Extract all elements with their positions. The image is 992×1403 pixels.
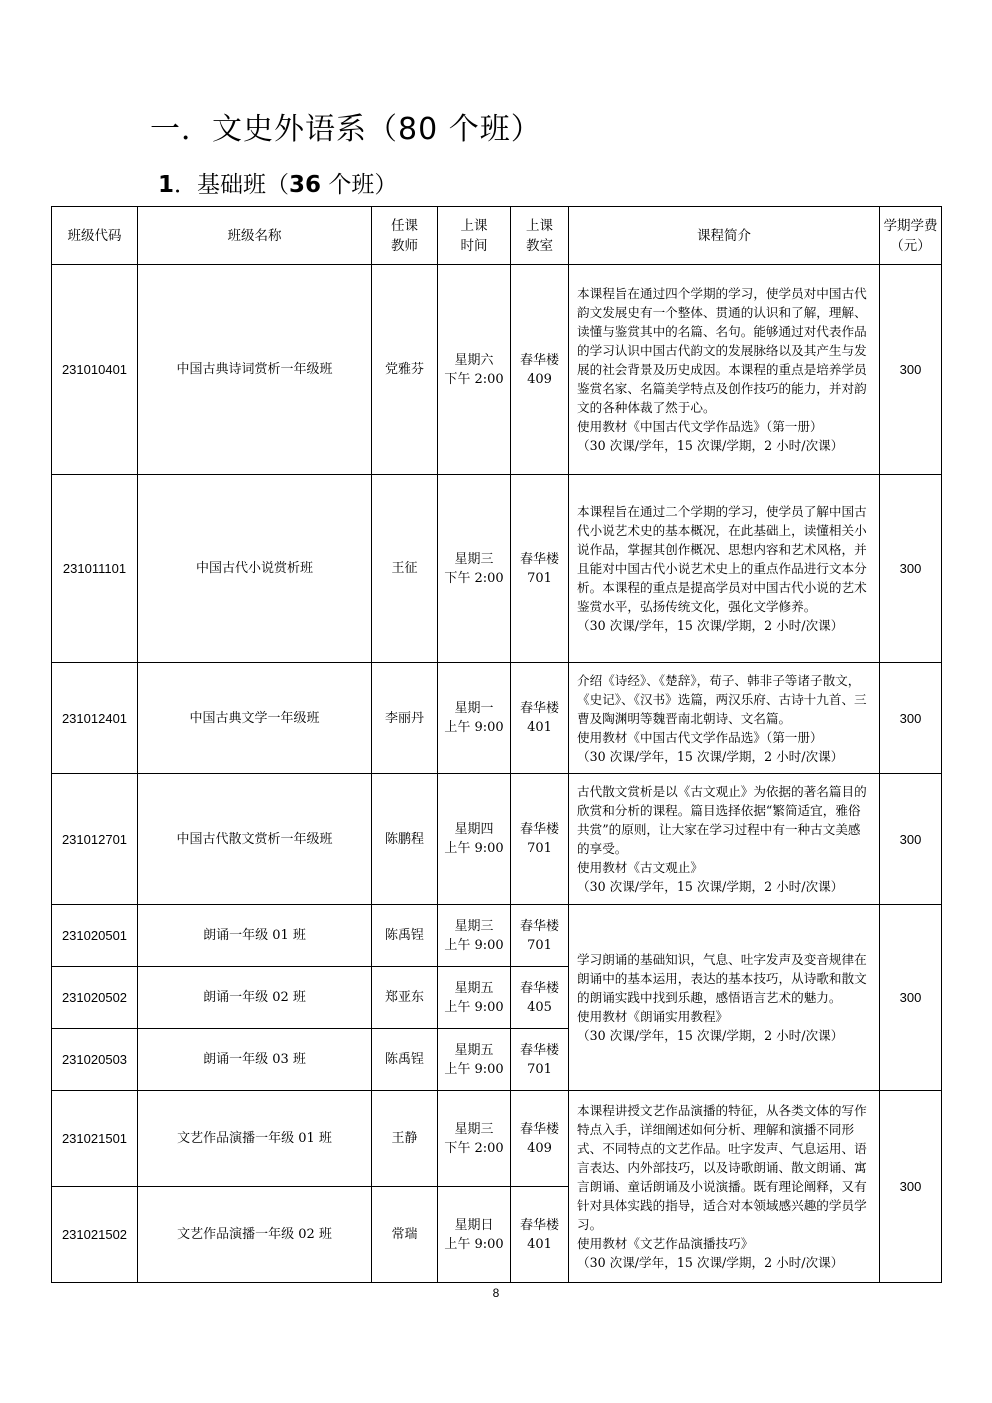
description-paragraph: （30 次课/学年，15 次课/学期，2 小时/次课） — [577, 879, 844, 894]
table-row — [52, 265, 942, 475]
class-time-text: 星期三 — [454, 918, 494, 934]
class-time-text: 上午 9:00 — [444, 999, 504, 1015]
class-code-text: 231012401 — [61, 710, 128, 726]
fee — [880, 475, 942, 663]
column-header-text: 教师 — [391, 237, 418, 254]
class-name-text: 文艺作品演播一年级 01 班 — [177, 1131, 332, 1146]
classroom-text: 401 — [527, 720, 552, 735]
class-code — [52, 1029, 138, 1091]
class-time-text: 星期日 — [454, 1217, 494, 1233]
course-description — [569, 774, 880, 905]
class-time — [438, 265, 511, 475]
description-paragraph: （30 次课/学年，15 次课/学期，2 小时/次课） — [577, 1255, 844, 1270]
class-time — [438, 905, 511, 967]
course-description — [569, 1091, 880, 1283]
column-header-text: 时间 — [460, 237, 488, 254]
classroom-text: 春华楼 — [519, 701, 559, 716]
teacher-text: 郑亚东 — [384, 990, 424, 1005]
class-name-text: 朗诵一年级 01 班 — [203, 928, 306, 943]
teacher — [372, 663, 438, 774]
description-paragraph: 本课程旨在通过二个学期的学习，使学员了解中国古代小说艺术史的基本概况，在此基础上，读懂相关小说作品，掌握其创作概况、思想内容和艺术风格，并且能对中国古代小说艺术史上的重点作品进行文本分析。本课程的重点是提高学员对中国古代小说的艺术鉴赏水平，弘扬传统文化，强化文学修养。 — [577, 504, 867, 614]
course-table — [51, 206, 942, 1283]
classroom-text: 春华楼 — [519, 1121, 559, 1137]
course-description — [569, 905, 880, 1091]
class-name-text: 朗诵一年级 03 班 — [203, 1052, 306, 1067]
class-code — [52, 774, 138, 905]
fee-text: 300 — [899, 362, 922, 377]
classroom-text: 春华楼 — [519, 822, 559, 837]
classroom — [511, 1091, 569, 1187]
column-header-text: 学期学费 — [883, 217, 938, 234]
class-code — [52, 905, 138, 967]
subsection-number: 1 — [158, 172, 175, 198]
class-time — [438, 1091, 511, 1187]
class-time-text: 上午 9:00 — [444, 1061, 504, 1077]
class-time-text: 星期一 — [454, 701, 494, 716]
class-code — [52, 1091, 138, 1187]
classroom — [511, 905, 569, 967]
class-code — [52, 1187, 138, 1283]
classroom — [511, 265, 569, 475]
course-description — [569, 265, 880, 475]
table-row — [52, 905, 942, 967]
fee-text: 300 — [899, 710, 922, 726]
subsection-label: ．基础班（ — [174, 172, 290, 198]
teacher — [372, 1029, 438, 1091]
teacher-text: 常瑞 — [391, 1227, 418, 1242]
class-time-text: 上午 9:00 — [444, 841, 504, 856]
class-name-text: 中国古典诗词赏析一年级班 — [176, 362, 333, 377]
column-header — [52, 207, 138, 265]
teacher — [372, 1187, 438, 1283]
course-description — [569, 663, 880, 774]
teacher-text: 陈禹锃 — [384, 1052, 424, 1067]
teacher-text: 陈禹锃 — [384, 928, 424, 943]
class-time — [438, 774, 511, 905]
column-header — [372, 207, 438, 265]
fee — [880, 774, 942, 905]
class-code — [52, 475, 138, 663]
class-time-text: 星期三 — [454, 1121, 494, 1137]
teacher — [372, 905, 438, 967]
fee — [880, 1091, 942, 1283]
column-header-text: 教室 — [526, 237, 553, 254]
description-paragraph: 介绍《诗经》、《楚辞》，荀子、韩非子等诸子散文，《史记》、《汉书》选篇，两汉乐府、古诗十九首、三曹及陶渊明等魏晋南北朝诗、文名篇。 — [577, 672, 867, 726]
class-name-text: 朗诵一年级 02 班 — [203, 990, 306, 1005]
column-header — [511, 207, 569, 265]
class-time — [438, 1029, 511, 1091]
class-name — [138, 1187, 372, 1283]
column-header — [880, 207, 942, 265]
classroom-text: 春华楼 — [519, 980, 559, 996]
class-time-text: 上午 9:00 — [444, 720, 504, 735]
class-code-text: 231020503 — [61, 1052, 128, 1067]
class-name — [138, 475, 372, 663]
class-name — [138, 774, 372, 905]
class-name-text: 中国古典文学一年级班 — [189, 710, 320, 726]
classroom-text: 405 — [527, 999, 552, 1015]
class-time-text: 星期五 — [454, 980, 494, 996]
section-heading: 一．文史外语系（80 个班） — [150, 112, 542, 147]
classroom — [511, 475, 569, 663]
description-paragraph: 古代散文赏析是以《古文观止》为依据的著名篇目的欣赏和分析的课程。篇目选择依据“繁简适宜，雅俗共赏”的原则，让大家在学习过程中有一种古文美感的享受。 — [577, 784, 867, 856]
fee-text: 300 — [899, 561, 922, 576]
classroom-text: 401 — [527, 1236, 552, 1252]
classroom — [511, 663, 569, 774]
class-code-text: 231021502 — [61, 1227, 128, 1242]
teacher — [372, 265, 438, 475]
column-header-text: 班级名称 — [227, 227, 282, 244]
class-code-text: 231012701 — [61, 831, 128, 847]
description-paragraph: 使用教材《朗诵实用教程》 — [577, 1009, 729, 1024]
class-code-text: 231020501 — [61, 928, 128, 943]
table-header-row — [52, 207, 942, 265]
classroom-text: 春华楼 — [519, 352, 559, 368]
class-time — [438, 967, 511, 1029]
description-paragraph: （30 次课/学年，15 次课/学期，2 小时/次课） — [577, 1028, 844, 1043]
column-header-text: 任课 — [391, 217, 418, 234]
table-row — [52, 1091, 942, 1187]
teacher-text: 李丽丹 — [384, 710, 424, 726]
class-time-text: 下午 2:00 — [444, 371, 504, 387]
class-name — [138, 265, 372, 475]
description-paragraph: 本课程讲授文艺作品演播的特征，从各类文体的写作特点入手，详细阐述如何分析、理解和演播不同形式、不同特点的文艺作品。吐字发声、气息运用、语言表达、内外部技巧，以及诗歌朗诵、散文朗诵、寓言朗诵、童话朗诵及小说演播。既有理论阐释，又有针对具体实践的指导，适合对本领域感兴趣的学员学习。 — [577, 1103, 867, 1232]
column-header-text: 班级代码 — [67, 227, 122, 244]
teacher — [372, 774, 438, 905]
teacher — [372, 967, 438, 1029]
classroom-text: 701 — [527, 937, 552, 953]
classroom-text: 春华楼 — [519, 1217, 559, 1233]
fee — [880, 265, 942, 475]
subsection-count: 36 — [289, 172, 322, 198]
classroom — [511, 1029, 569, 1091]
class-name — [138, 663, 372, 774]
page-number: 8 — [492, 1286, 500, 1300]
description-paragraph: 本课程旨在通过四个学期的学习，使学员对中国古代韵文发展史有一个整体、贯通的认识和了解，理解、读懂与鉴赏其中的名篇、名句。能够通过对代表作品的学习认识中国古代韵文的发展脉络以及其产生与发展的社会背景及历史成因。本课程的重点是培养学员鉴赏名家、名篇美学特点及创作技巧的能力，并对韵文的各种体裁了然于心。 — [577, 286, 867, 415]
description-paragraph: 使用教材《中国古代文学作品选》（第一册） — [577, 419, 823, 434]
class-time-text: 下午 2:00 — [444, 570, 504, 586]
class-name-text: 中国古代小说赏析班 — [195, 561, 313, 576]
column-header — [569, 207, 880, 265]
class-code — [52, 967, 138, 1029]
class-time-text: 下午 2:00 — [444, 1140, 504, 1156]
class-code-text: 231021501 — [61, 1131, 128, 1146]
table-row — [52, 475, 942, 663]
column-header-text: 上课 — [526, 217, 553, 234]
class-time — [438, 663, 511, 774]
classroom-text: 春华楼 — [519, 1042, 559, 1058]
subsection-suffix: 个班） — [321, 172, 398, 198]
teacher-text: 王征 — [391, 561, 418, 576]
description-paragraph: 使用教材《文艺作品演播技巧》 — [577, 1236, 754, 1251]
class-time — [438, 1187, 511, 1283]
class-time — [438, 475, 511, 663]
teacher — [372, 1091, 438, 1187]
classroom — [511, 967, 569, 1029]
fee-text: 300 — [899, 990, 922, 1005]
class-time-text: 星期六 — [454, 352, 494, 368]
class-time-text: 星期四 — [454, 822, 494, 837]
description-paragraph: 使用教材《中国古代文学作品选》（第一册） — [577, 729, 823, 745]
column-header — [138, 207, 372, 265]
fee-text: 300 — [899, 1179, 922, 1194]
teacher — [372, 475, 438, 663]
classroom-text: 春华楼 — [519, 551, 559, 567]
class-code — [52, 265, 138, 475]
table-row — [52, 663, 942, 774]
description-paragraph: （30 次课/学年，15 次课/学期，2 小时/次课） — [577, 618, 844, 633]
classroom-text: 409 — [527, 371, 552, 387]
classroom-text: 409 — [527, 1140, 552, 1156]
column-header — [438, 207, 511, 265]
teacher-text: 王静 — [391, 1131, 418, 1146]
classroom — [511, 1187, 569, 1283]
description-paragraph: （30 次课/学年，15 次课/学期，2 小时/次课） — [577, 438, 844, 453]
table-row — [52, 774, 942, 905]
fee — [880, 905, 942, 1091]
class-code-text: 231020502 — [61, 990, 128, 1005]
column-header-text: （元） — [890, 237, 931, 254]
fee — [880, 663, 942, 774]
teacher-text: 陈鹏程 — [384, 831, 424, 847]
class-code-text: 231011101 — [62, 561, 127, 576]
classroom-text: 701 — [527, 1061, 552, 1077]
class-name-text: 中国古代散文赏析一年级班 — [176, 831, 333, 847]
class-name — [138, 1029, 372, 1091]
subsection-heading — [158, 166, 397, 199]
column-header-text: 上课 — [460, 217, 488, 234]
fee-text: 300 — [899, 831, 922, 847]
column-header-text: 课程简介 — [697, 227, 751, 244]
course-description — [569, 475, 880, 663]
classroom-text: 春华楼 — [519, 918, 559, 934]
teacher-text: 党雅芬 — [384, 362, 424, 377]
classroom-text: 701 — [527, 570, 552, 586]
class-name — [138, 1091, 372, 1187]
class-time-text: 上午 9:00 — [444, 1236, 504, 1252]
class-time-text: 上午 9:00 — [444, 937, 504, 953]
description-paragraph: 学习朗诵的基础知识，气息、吐字发声及变音规律在朗诵中的基本运用，表达的基本技巧，从诗歌和散文的朗诵实践中找到乐趣，感悟语言艺术的魅力。 — [577, 952, 867, 1005]
class-name-text: 文艺作品演播一年级 02 班 — [177, 1227, 332, 1242]
class-name — [138, 967, 372, 1029]
class-code — [52, 663, 138, 774]
class-code-text: 231010401 — [61, 362, 128, 377]
classroom — [511, 774, 569, 905]
class-time-text: 星期五 — [454, 1042, 494, 1058]
classroom-text: 701 — [527, 841, 552, 856]
class-name — [138, 905, 372, 967]
class-time-text: 星期三 — [454, 551, 494, 567]
description-paragraph: 使用教材《古文观止》 — [577, 860, 703, 875]
description-paragraph: （30 次课/学年，15 次课/学期，2 小时/次课） — [577, 748, 844, 764]
